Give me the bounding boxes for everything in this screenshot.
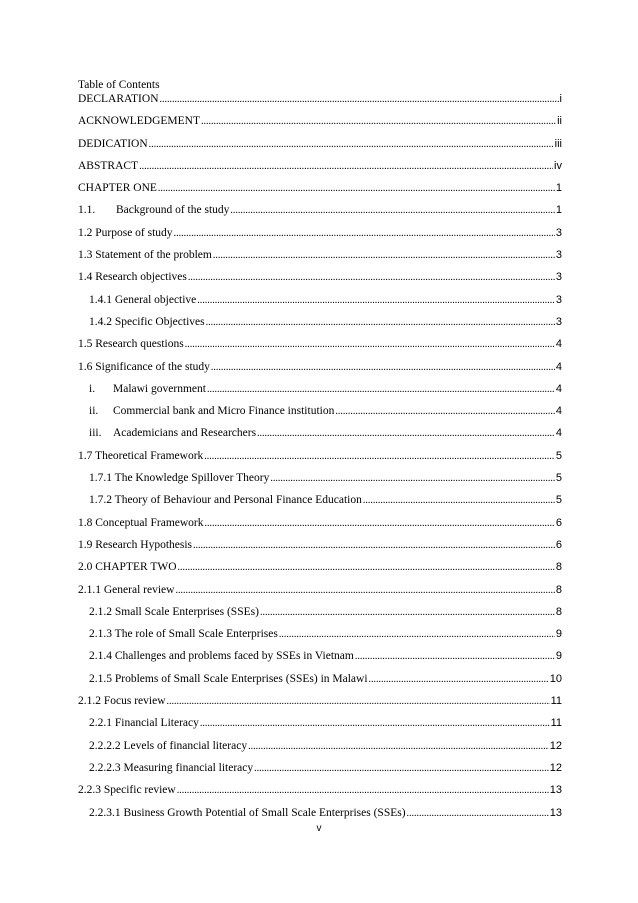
toc-entry-label: Commercial bank and Micro Finance institution — [113, 405, 335, 418]
toc-entry-label: 1.8 Conceptual Framework — [78, 516, 204, 529]
dot-leader — [205, 517, 555, 531]
toc-entry[interactable] — [78, 181, 562, 203]
toc-entry-label: 1.3 Statement of the problem — [78, 249, 212, 262]
toc-entry-page-number: iii — [554, 137, 562, 150]
dot-leader — [201, 115, 556, 129]
toc-entry-label: 2.2.3.1 Business Growth Potential of Small Scale Enterprises (SSEs) — [89, 806, 406, 819]
toc-entry[interactable] — [78, 583, 562, 605]
table-of-contents — [78, 92, 562, 828]
toc-entry-page-number: 3 — [555, 315, 562, 328]
toc-entry-label: 2.2.2.2 Levels of financial literacy — [89, 739, 248, 752]
toc-entry-number: i. — [89, 382, 96, 395]
toc-entry-label: 1.9 Research Hypothesis — [78, 538, 193, 551]
toc-entry-label: 1.4.2 Specific Objectives — [89, 315, 205, 328]
dot-leader — [207, 383, 555, 397]
toc-entry-label: ACKNOWLEDGEMENT — [78, 115, 201, 128]
toc-entry[interactable] — [78, 404, 562, 426]
dot-leader — [369, 673, 549, 687]
toc-entry[interactable] — [78, 716, 562, 738]
dot-leader — [248, 740, 549, 754]
toc-entry-page-number: 6 — [555, 538, 562, 551]
toc-entry[interactable] — [78, 694, 562, 716]
dot-leader — [206, 316, 555, 330]
dot-leader — [260, 606, 555, 620]
toc-entry-page-number: 5 — [555, 494, 562, 507]
toc-entry-page-number: 3 — [555, 249, 562, 262]
dot-leader — [335, 405, 555, 419]
toc-entry-page-number: 13 — [549, 784, 562, 797]
toc-entry[interactable] — [78, 516, 562, 538]
dot-leader — [200, 717, 550, 731]
toc-entry[interactable] — [78, 382, 562, 404]
toc-entry-label: 2.1.2 Focus review — [78, 695, 166, 708]
toc-entry[interactable] — [78, 114, 562, 136]
toc-entry[interactable] — [78, 783, 562, 805]
toc-entry[interactable] — [78, 449, 562, 471]
toc-entry-page-number: iv — [554, 159, 562, 172]
dot-leader — [185, 338, 555, 352]
toc-entry-label: 2.1.5 Problems of Small Scale Enterprises (SSEs) in Malawi — [89, 672, 368, 685]
dot-leader — [188, 271, 555, 285]
dot-leader — [139, 160, 553, 174]
toc-entry-label: 1.4.1 General objective — [89, 293, 197, 306]
toc-entry[interactable] — [78, 270, 562, 292]
toc-entry-label: 1.4 Research objectives — [78, 271, 187, 284]
dot-leader — [355, 650, 555, 664]
footer-page-number: v — [316, 823, 322, 834]
toc-entry-label: Background of the study — [116, 204, 230, 217]
toc-entry-page-number: 8 — [555, 561, 562, 574]
toc-entry-page-number: 11 — [550, 695, 562, 708]
toc-heading: Table of Contents — [78, 79, 160, 91]
dot-leader — [149, 138, 554, 152]
toc-entry[interactable] — [78, 360, 562, 382]
toc-entry-page-number: i — [559, 93, 562, 105]
toc-entry-label: DECLARATION — [78, 93, 159, 105]
toc-entry-label: DEDICATION — [78, 137, 148, 150]
dot-leader — [160, 93, 559, 107]
toc-entry-label: 2.0 CHAPTER TWO — [78, 561, 177, 574]
dot-leader — [204, 450, 555, 464]
toc-entry-page-number: 4 — [555, 360, 562, 373]
toc-entry[interactable] — [78, 761, 562, 783]
dot-leader — [177, 784, 549, 798]
toc-entry[interactable] — [78, 159, 562, 181]
toc-entry-page-number: 9 — [555, 650, 562, 663]
toc-entry[interactable] — [78, 493, 562, 515]
toc-entry-label: Academicians and Researchers — [113, 427, 257, 440]
toc-entry-label: 2.1.2 Small Scale Enterprises (SSEs) — [89, 605, 259, 618]
toc-entry[interactable] — [78, 538, 562, 560]
dot-leader — [175, 584, 554, 598]
toc-entry-number: ii. — [89, 405, 99, 418]
dot-leader — [174, 227, 555, 241]
toc-entry[interactable] — [78, 560, 562, 582]
toc-entry-label: 1.5 Research questions — [78, 338, 184, 351]
toc-entry-label: ABSTRACT — [78, 159, 139, 172]
toc-entry[interactable] — [78, 739, 562, 761]
toc-entry-page-number: 1 — [555, 182, 562, 195]
toc-entry[interactable] — [78, 137, 562, 159]
dot-leader — [270, 472, 555, 486]
toc-entry-page-number: 8 — [555, 583, 562, 596]
dot-leader — [363, 494, 555, 508]
dot-leader — [407, 807, 549, 821]
toc-entry[interactable] — [78, 248, 562, 270]
toc-entry-label: 1.2 Purpose of study — [78, 226, 173, 239]
toc-entry[interactable] — [78, 672, 562, 694]
toc-entry-page-number: ii — [557, 115, 562, 128]
dot-leader — [257, 427, 555, 441]
toc-entry-page-number: 6 — [555, 516, 562, 529]
toc-entry-page-number: 4 — [555, 382, 562, 395]
toc-entry-page-number: 8 — [555, 605, 562, 618]
toc-entry-label: 2.1.4 Challenges and problems faced by SSEs in Vietnam — [89, 650, 354, 663]
toc-entry[interactable] — [78, 92, 562, 114]
toc-entry[interactable] — [78, 337, 562, 359]
toc-entry-page-number: 13 — [549, 806, 562, 819]
dot-leader — [230, 204, 554, 218]
toc-entry-label: 1.6 Significance of the study — [78, 360, 210, 373]
toc-entry-label: 2.2.1 Financial Literacy — [89, 717, 199, 730]
toc-entry[interactable] — [78, 627, 562, 649]
toc-entry-label: 1.7.1 The Knowledge Spillover Theory — [89, 472, 270, 485]
toc-entry-page-number: 10 — [549, 672, 562, 685]
toc-entry-page-number: 12 — [549, 739, 562, 752]
toc-entry-label: CHAPTER ONE — [78, 182, 157, 195]
dot-leader — [279, 628, 555, 642]
toc-entry-number: iii. — [89, 427, 102, 440]
toc-entry-label: 1.7 Theoretical Framework — [78, 449, 204, 462]
dot-leader — [167, 695, 550, 709]
toc-entry-page-number: 9 — [555, 628, 562, 641]
toc-entry[interactable] — [78, 226, 562, 248]
toc-entry-page-number: 3 — [555, 293, 562, 306]
toc-entry-page-number: 3 — [555, 226, 562, 239]
dot-leader — [178, 561, 555, 575]
toc-entry-label: 2.2.2.3 Measuring financial literacy — [89, 761, 254, 774]
toc-entry-page-number: 1 — [555, 204, 562, 217]
toc-entry-label: 1.7.2 Theory of Behaviour and Personal Finance Education — [89, 494, 362, 507]
toc-entry[interactable] — [78, 471, 562, 493]
toc-entry-label: 2.2.3 Specific review — [78, 784, 176, 797]
toc-entry-label: 2.1.3 The role of Small Scale Enterprises — [89, 628, 278, 641]
toc-entry-label: 2.1.1 General review — [78, 583, 175, 596]
dot-leader — [193, 539, 555, 553]
toc-entry-page-number: 4 — [555, 405, 562, 418]
toc-entry-page-number: 11 — [550, 717, 562, 730]
toc-entry-page-number: 5 — [555, 472, 562, 485]
toc-entry-page-number: 3 — [555, 271, 562, 284]
toc-entry-page-number: 4 — [555, 427, 562, 440]
dot-leader — [213, 249, 555, 263]
dot-leader — [254, 762, 549, 776]
dot-leader — [158, 182, 555, 196]
toc-entry-page-number: 5 — [555, 449, 562, 462]
toc-entry[interactable] — [78, 203, 562, 225]
toc-entry-label: Malawi government — [113, 382, 206, 395]
toc-entry-page-number: 4 — [555, 338, 562, 351]
toc-entry[interactable] — [78, 426, 562, 448]
toc-entry[interactable] — [78, 293, 562, 315]
toc-entry[interactable] — [78, 605, 562, 627]
toc-entry[interactable] — [78, 315, 562, 337]
dot-leader — [197, 294, 555, 308]
toc-entry[interactable] — [78, 649, 562, 671]
toc-entry-page-number: 12 — [549, 761, 562, 774]
dot-leader — [211, 361, 555, 375]
toc-entry-number: 1.1. — [78, 204, 96, 217]
